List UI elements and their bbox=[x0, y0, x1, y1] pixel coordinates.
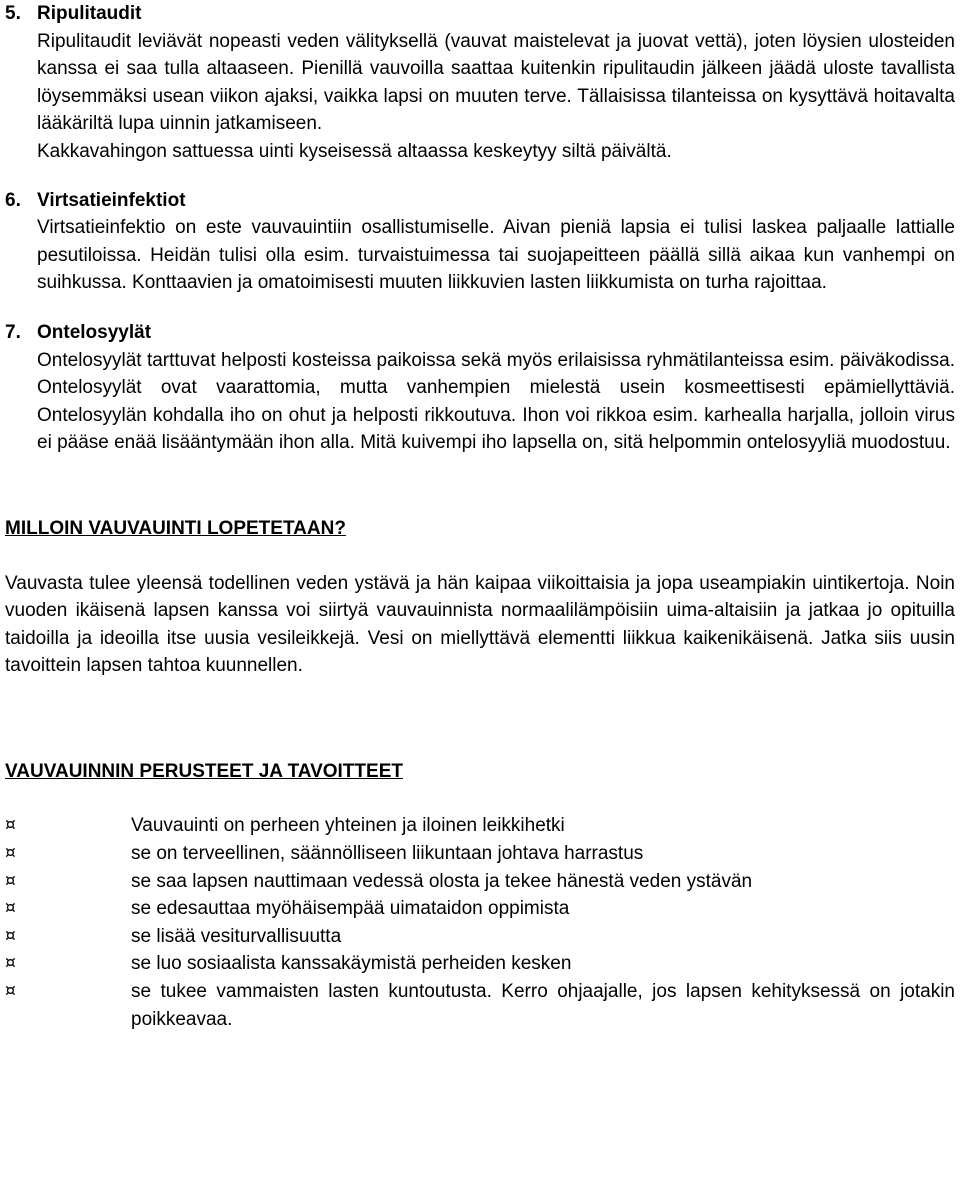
list-item bbox=[5, 840, 955, 868]
section-number: 5. bbox=[5, 3, 21, 24]
section-number: 7. bbox=[5, 321, 21, 343]
list-item-text: se tukee vammaisten lasten kuntoutusta. Kerro ohjaajalle, jos lapsen kehityksessä on jotakin poikkeavaa. bbox=[131, 981, 955, 1030]
list-item-text: se lisää vesiturvallisuutta bbox=[131, 925, 342, 947]
section-body: Ripulitaudit leviävät nopeasti veden välityksellä (vauvat maistelevat ja juovat vettä), joten löysien ulosteiden kanssa ei saa tulla altaaseen. Pienillä vauvoilla saattaa kuitenkin ripulitaudin jälkeen jäädä uloste tavallista löysemmäksi usean viikon ajaksi, vaikka lapsi on muuten terve. Tällaisissa tilanteissa on kysyttävä hoitavalta lääkäriltä lupa uinnin jatkamiseen. bbox=[37, 30, 955, 135]
list-item bbox=[5, 812, 955, 840]
bullet-icon: ¤ bbox=[5, 843, 16, 864]
bullet-icon: ¤ bbox=[5, 815, 16, 836]
list-item-text: se luo sosiaalista kanssakäymistä perheiden kesken bbox=[131, 953, 572, 975]
section-body-note: Kakkavahingon sattuessa uinti kyseisessä altaassa keskeytyy siltä päivältä. bbox=[37, 140, 672, 162]
section-heading bbox=[5, 319, 955, 347]
list-item-text: Vauvauinti on perheen yhteinen ja iloinen leikkihetki bbox=[131, 815, 565, 837]
section-body: Ontelosyylät tarttuvat helposti kosteissa paikoissa sekä myös erilaisissa ryhmätilanteissa esim. päiväkodissa. Ontelosyylät ovat vaarattomia, mutta vanhempien mielestä usein kosmeettisesti epämiellyttäviä. Ontelosyylän kohdalla iho on ohut ja helposti rikkoutuva. Ihon voi rikkoa esim. karhealla harjalla, jolloin virus ei pääse enää lisääntymään ihon alla. Mitä kuivempi iho lapsella on, sitä helpommin ontelosyyliä muodostuu. bbox=[37, 349, 955, 454]
list-item bbox=[5, 868, 955, 896]
basics-heading: VAUVAUINNIN PERUSTEET JA TAVOITTEET bbox=[5, 760, 403, 782]
section-number: 6. bbox=[5, 189, 21, 211]
stop-body: Vauvasta tulee yleensä todellinen veden ystävä ja hän kaipaa viikoittaisia ja jopa useampiakin uintikertoja. Noin vuoden ikäisenä lapsen kanssa voi siirtyä vauvauinnista normaalilämpöisiin uima-altaisiin ja jatkaa jo opituilla taidoilla ja ideoilla itse uusia vesileikkejä. Vesi on miellyttävä elementti liikkua kaikenikäisenä. Jatka siis uusin tavoittein lapsen tahtoa kuunnellen. bbox=[5, 572, 955, 677]
section-heading bbox=[5, 0, 955, 28]
section-basics-goals bbox=[5, 758, 955, 1033]
section-title: Virtsatieinfektiot bbox=[37, 189, 186, 211]
list-item-text: se on terveellinen, säännölliseen liikuntaan johtava harrastus bbox=[131, 843, 644, 865]
list-item bbox=[5, 950, 955, 978]
section-virtsatieinfektiot bbox=[5, 187, 955, 297]
stop-heading: MILLOIN VAUVAUINTI LOPETETAAN? bbox=[5, 517, 346, 539]
bullet-icon: ¤ bbox=[5, 925, 16, 946]
list-item-text: se saa lapsen nauttimaan vedessä olosta ja tekee hänestä veden ystävän bbox=[131, 870, 753, 892]
bullet-icon: ¤ bbox=[5, 981, 16, 1002]
bullet-icon: ¤ bbox=[5, 953, 16, 974]
bullet-icon: ¤ bbox=[5, 898, 16, 919]
basics-list bbox=[5, 812, 955, 1033]
bullet-icon: ¤ bbox=[5, 870, 16, 891]
list-item bbox=[5, 895, 955, 923]
list-item-text: se edesauttaa myöhäisempää uimataidon oppimista bbox=[131, 898, 570, 920]
document-page bbox=[5, 0, 955, 1033]
section-ripulitaudit bbox=[5, 0, 955, 166]
list-item bbox=[5, 978, 955, 1033]
section-title: Ontelosyylät bbox=[37, 321, 152, 343]
list-item bbox=[5, 923, 955, 951]
section-heading bbox=[5, 187, 955, 215]
section-ontelosyylat bbox=[5, 319, 955, 457]
section-body: Virtsatieinfektio on este vauvauintiin osallistumiselle. Aivan pieniä lapsia ei tulisi laskea paljaalle lattialle pesutiloissa. Heidän tulisi olla esim. turvaistuimessa tai suojapeitteen päällä sillä aikaa kun vanhempi on suihkussa. Konttaavien ja omatoimisesti muuten liikkuvien lasten liikkumista on turha rajoittaa. bbox=[37, 217, 955, 294]
section-title: Ripulitaudit bbox=[37, 3, 142, 24]
section-stop-swimming bbox=[5, 515, 955, 680]
